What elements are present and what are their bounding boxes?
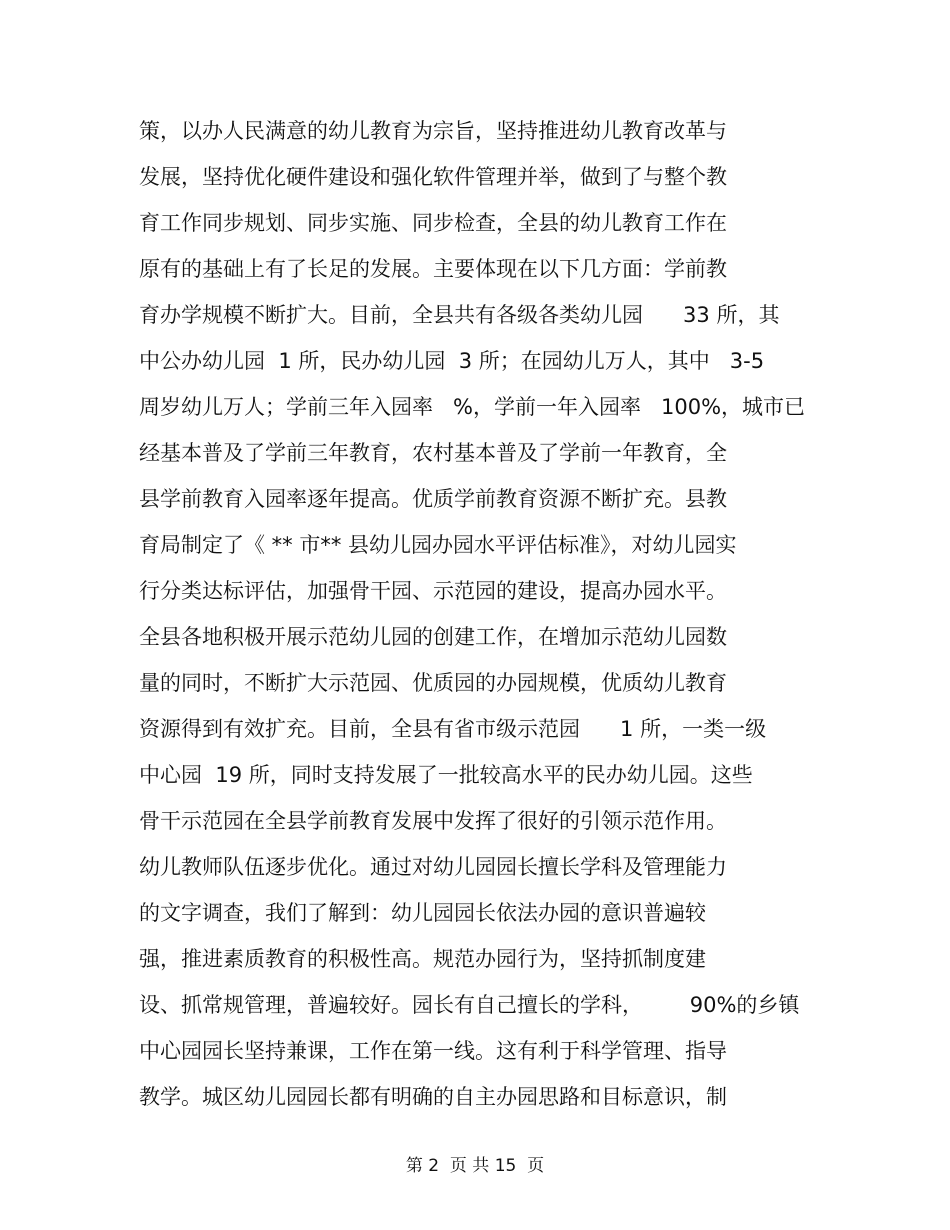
text-line: 强，推进素质教育的积极性高。规范办园行为，坚持抓制度建 xyxy=(139,947,706,971)
page-number-footer: 第 2 页 共 15 页 xyxy=(405,1156,545,1176)
text-line: 资源得到有效扩充。目前，全县有省市级示范园 1 所，一类一级 xyxy=(139,717,767,741)
text-line: 发展，坚持优化硬件建设和强化软件管理并举，做到了与整个教 xyxy=(139,165,727,189)
body-text xyxy=(139,108,819,1120)
text-line: 的文字调查，我们了解到：幼儿园园长依法办园的意识普遍较 xyxy=(139,901,706,925)
text-line: 中公办幼儿园 1 所，民办幼儿园 3 所；在园幼儿万人，其中 3-5 xyxy=(139,349,765,373)
text-line: 育办学规模不断扩大。目前，全县共有各级各类幼儿园 33 所，其 xyxy=(139,303,780,327)
text-line: 育工作同步规划、同步实施、同步检查，全县的幼儿教育工作在 xyxy=(139,211,727,235)
text-line: 设、抓常规管理，普遍较好。园长有自己擅长的学科， 90%的乡镇 xyxy=(139,993,800,1017)
text-line: 原有的基础上有了长足的发展。主要体现在以下几方面：学前教 xyxy=(139,257,727,281)
text-line: 教学。城区幼儿园园长都有明确的自主办园思路和目标意识，制 xyxy=(139,1085,727,1109)
text-line: 策，以办人民满意的幼儿教育为宗旨，坚持推进幼儿教育改革与 xyxy=(139,119,727,143)
text-line: 周岁幼儿万人；学前三年入园率 %，学前一年入园率 100%，城市已 xyxy=(139,395,806,419)
text-line: 中心园 19 所，同时支持发展了一批较高水平的民办幼儿园。这些 xyxy=(139,763,753,787)
text-line: 县学前教育入园率逐年提高。优质学前教育资源不断扩充。县教 xyxy=(139,487,727,511)
text-line: 骨干示范园在全县学前教育发展中发挥了很好的引领示范作用。 xyxy=(139,809,727,833)
text-line: 行分类达标评估，加强骨干园、示范园的建设，提高办园水平。 xyxy=(139,579,727,603)
text-line: 育局制定了《 ** 市** 县幼儿园办园水平评估标准》，对幼儿园实 xyxy=(139,533,737,557)
text-line: 幼儿教师队伍逐步优化。通过对幼儿园园长擅长学科及管理能力 xyxy=(139,855,727,879)
text-line: 中心园园长坚持兼课，工作在第一线。这有利于科学管理、指导 xyxy=(139,1039,727,1063)
text-line: 经基本普及了学前三年教育，农村基本普及了学前一年教育，全 xyxy=(139,441,727,465)
text-line: 量的同时，不断扩大示范园、优质园的办园规模，优质幼儿教育 xyxy=(139,671,727,695)
text-line: 全县各地积极开展示范幼儿园的创建工作，在增加示范幼儿园数 xyxy=(139,625,727,649)
